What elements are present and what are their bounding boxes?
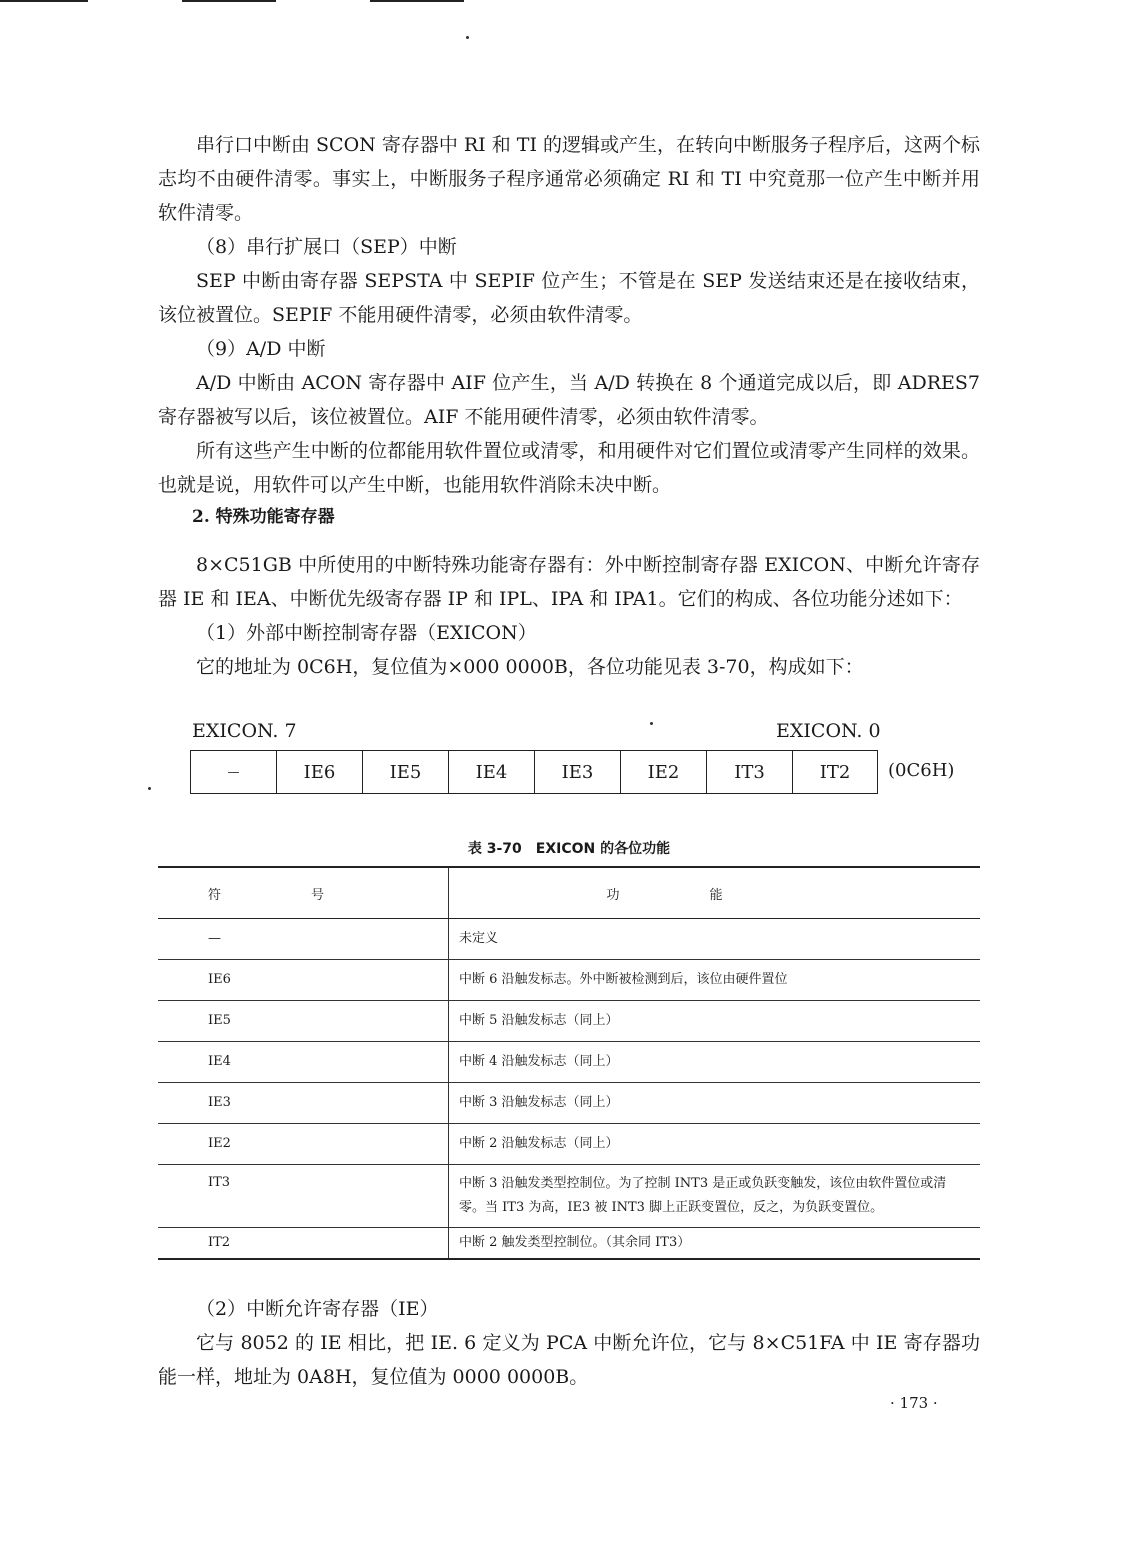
register-msb-label: EXICON. 7 bbox=[192, 720, 297, 742]
table-caption: 表 3-70 EXICON 的各位功能 bbox=[467, 841, 671, 857]
table-row bbox=[158, 1165, 980, 1228]
symbol-cell: IE3 bbox=[158, 1083, 449, 1124]
register-bit-2: IE2 bbox=[620, 751, 706, 793]
paragraph: SEP 中断由寄存器 SEPSTA 中 SEPIF 位产生；不管是在 SEP 发送结束还是在接收结束，该位被置位。SEPIF 不能用硬件清零，必须由软件清零。 bbox=[158, 270, 980, 326]
paragraph: A/D 中断由 ACON 寄存器中 AIF 位产生，当 A/D 转换在 8 个通道完成以后，即 ADRES7 寄存器被写以后，该位被置位。AIF 不能用硬件清零，必须由软件清零。 bbox=[158, 372, 980, 428]
subheading: （1）外部中断控制寄存器（EXICON） bbox=[196, 622, 537, 644]
top-edge-rule-left bbox=[0, 0, 88, 2]
function-cell: 中断 3 沿触发类型控制位。为了控制 INT3 是正或负跃变触发，该位由软件置位或清零。当 IT3 为高，IE3 被 INT3 脚上正跃变置位，反之，为负跃变置位。 bbox=[449, 1165, 981, 1228]
function-cell: 中断 3 沿触发标志（同上） bbox=[449, 1083, 981, 1124]
symbol-cell: IE6 bbox=[158, 960, 449, 1001]
table-row bbox=[158, 919, 980, 960]
symbol-cell: IT2 bbox=[158, 1228, 449, 1260]
register-address: (0C6H) bbox=[888, 760, 955, 781]
body-text-mid bbox=[158, 548, 980, 684]
register-bit-4: IE4 bbox=[448, 751, 534, 793]
symbol-cell: — bbox=[158, 919, 449, 960]
register-lsb-label: EXICON. 0 bbox=[776, 720, 881, 742]
section-heading-block bbox=[158, 500, 980, 534]
header-symbol-text: 符号 bbox=[208, 887, 415, 903]
symbol-cell: IE5 bbox=[158, 1001, 449, 1042]
table-header-row bbox=[158, 867, 980, 919]
function-cell: 中断 5 沿触发标志（同上） bbox=[449, 1001, 981, 1042]
register-bit-0: IT2 bbox=[792, 751, 878, 793]
scan-speck bbox=[466, 36, 469, 39]
table-row bbox=[158, 960, 980, 1001]
header-symbol bbox=[158, 867, 449, 919]
register-diagram bbox=[190, 750, 878, 794]
table-row bbox=[158, 1228, 980, 1260]
symbol-cell: IE4 bbox=[158, 1042, 449, 1083]
paragraph: 8×C51GB 中所使用的中断特殊功能寄存器有：外中断控制寄存器 EXICON、中断允许寄存器 IE 和 IEA、中断优先级寄存器 IP 和 IPL、IPA 和 IPA1。它们的构成、各位功能分述如下： bbox=[158, 554, 980, 610]
paragraph: 它的地址为 0C6H，复位值为×000 0000B，各位功能见表 3-70，构成如下： bbox=[196, 656, 864, 678]
subheading: （2）中断允许寄存器（IE） bbox=[196, 1298, 439, 1320]
scan-speck bbox=[650, 722, 653, 725]
register-bit-5: IE5 bbox=[362, 751, 448, 793]
symbol-cell: IT3 bbox=[158, 1165, 449, 1228]
scan-speck bbox=[148, 787, 151, 790]
header-function bbox=[449, 867, 981, 919]
register-bit-6: IE6 bbox=[276, 751, 362, 793]
register-bit-7: — bbox=[190, 751, 276, 793]
function-cell: 中断 2 沿触发标志（同上） bbox=[449, 1124, 981, 1165]
register-bit-3: IE3 bbox=[534, 751, 620, 793]
paragraph: 串行口中断由 SCON 寄存器中 RI 和 TI 的逻辑或产生，在转向中断服务子程序后，这两个标志均不由硬件清零。事实上，中断服务子程序通常必须确定 RI 和 TI 中究竟那一位产生中断并用软件清零。 bbox=[158, 134, 980, 224]
function-cell: 未定义 bbox=[449, 919, 981, 960]
top-edge-rule-middle bbox=[182, 0, 276, 2]
table-row bbox=[158, 1042, 980, 1083]
paragraph: 它与 8052 的 IE 相比，把 IE. 6 定义为 PCA 中断允许位，它与 8×C51FA 中 IE 寄存器功能一样，地址为 0A8H，复位值为 0000 0000B。 bbox=[158, 1332, 980, 1388]
function-cell: 中断 2 触发类型控制位。（其余同 IT3） bbox=[449, 1228, 981, 1260]
subheading: （8）串行扩展口（SEP）中断 bbox=[196, 236, 457, 258]
body-text-bottom bbox=[158, 1292, 980, 1394]
body-text-top bbox=[158, 128, 980, 502]
exicon-bit-function-table bbox=[158, 866, 980, 1260]
table-row bbox=[158, 1124, 980, 1165]
register-bit-1: IT3 bbox=[706, 751, 792, 793]
subheading: （9）A/D 中断 bbox=[196, 338, 326, 360]
top-edge-rule-right bbox=[370, 0, 464, 2]
table-row bbox=[158, 1083, 980, 1124]
paragraph: 所有这些产生中断的位都能用软件置位或清零，和用硬件对它们置位或清零产生同样的效果。也就是说，用软件可以产生中断，也能用软件消除未决中断。 bbox=[158, 440, 980, 496]
header-function-text: 功能 bbox=[606, 887, 813, 903]
page-number: · 173 · bbox=[890, 1394, 938, 1412]
section-heading: 2. 特殊功能寄存器 bbox=[192, 507, 335, 527]
symbol-cell: IE2 bbox=[158, 1124, 449, 1165]
function-cell: 中断 4 沿触发标志（同上） bbox=[449, 1042, 981, 1083]
function-cell: 中断 6 沿触发标志。外中断被检测到后，该位由硬件置位 bbox=[449, 960, 981, 1001]
table-row bbox=[158, 1001, 980, 1042]
